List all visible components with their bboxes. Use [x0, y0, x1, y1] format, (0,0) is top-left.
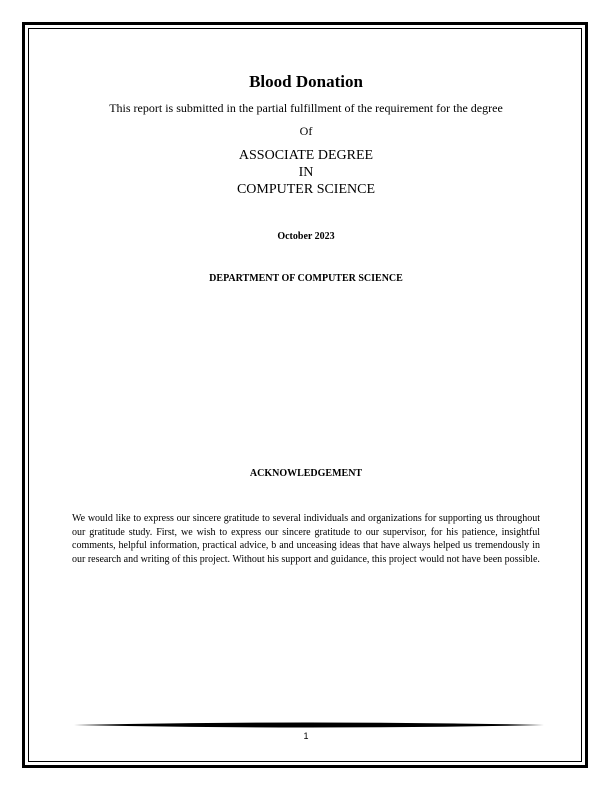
degree-line-3: COMPUTER SCIENCE	[236, 182, 376, 197]
degree-line-1: ASSOCIATE DEGREE	[238, 148, 374, 163]
report-title: Blood Donation	[249, 72, 363, 91]
of-line: Of	[299, 124, 313, 138]
department-name: DEPARTMENT OF COMPUTER SCIENCE	[209, 273, 403, 284]
acknowledgement-body: We would like to express our sincere gratitude to several individuals and organizations for supporting us throughout our gratitude study. First, we wish to express our sincere gratitude to our supervisor, for his patience, insightful comments, helpful information, practical advice, b and unceasing ideas that have always helped us tremendously in our research and writing of this project. Without his support and guidance, this project would not have been possible.	[72, 513, 540, 565]
degree-line-2: IN	[298, 165, 314, 180]
submission-statement: This report is submitted in the partial fulfillment of the requirement for the degree	[109, 101, 503, 115]
footer-divider	[74, 721, 544, 729]
page-number: 1	[303, 731, 309, 741]
acknowledgement-heading: ACKNOWLEDGEMENT	[249, 468, 363, 479]
report-date: October 2023	[277, 231, 335, 242]
